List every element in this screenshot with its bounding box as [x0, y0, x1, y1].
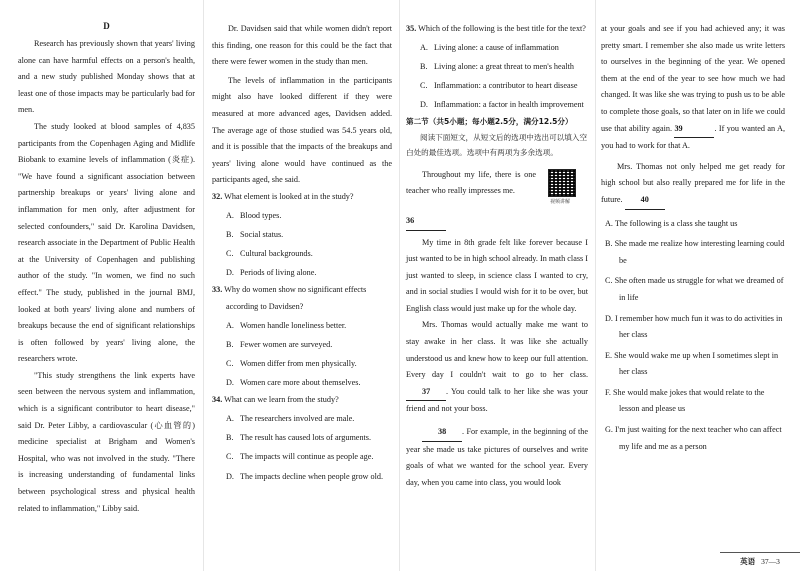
question-stem: 34. What can we learn from the study? — [212, 395, 339, 405]
option[interactable]: A. The researchers involved are male. — [226, 413, 355, 423]
paragraph: 38 . For example, in the beginning of the year she made us take pictures of ourselves and write goals of what we wanted for the school year. Every day, when you came into class, you would look — [406, 424, 588, 491]
column-divider — [595, 0, 596, 571]
section-header — [406, 114, 588, 161]
options-list — [601, 216, 785, 456]
paragraph: Research has previously shown that years' living alone can have harmful effects on a person's health, and a new study published Monday shows that at least one of those impacts may be particularly bad for men. — [18, 39, 195, 115]
option[interactable]: A. Blood types. — [226, 210, 282, 220]
option[interactable]: B. Fewer women are surveyed. — [226, 339, 333, 349]
paragraph: Mrs. Thomas would actually make me want to stay awake in her class. It was like she actually understood us and knew how to keep our full attention. Every day I couldn't wait to go to her class. 37 . You could talk to her like she was your friend and not your boss. — [406, 320, 588, 414]
paragraph: My time in 8th grade felt like forever because I just wanted to be in high school already. In math class I just wanted to sleep, in science class I wanted to cry, and in social studies I would wish for it to be over, but English class would just make up for the whole day. — [406, 237, 588, 313]
paragraph: at your goals and see if you had achieved any; it was pretty smart. I remember she also made us write letters to ourselves in the beginning of the year. We opened them at the end of the year to see how much we had changed. It was like she was trying to push us to be able to complete those goals, so that later on in life we could use that ability again. 39 . If you wanted an A, you had to work for that A. — [601, 24, 786, 151]
option[interactable]: A. Women handle loneliness better. — [226, 320, 347, 330]
page-footer — [720, 552, 800, 569]
option[interactable]: F. She would make jokes that would relate to the lesson and please us — [605, 387, 765, 414]
option[interactable]: C. The impacts will continue as people age. — [226, 452, 374, 462]
option[interactable]: D. Inflammation: a factor in health improvement — [420, 100, 584, 110]
paragraph: Throughout my life, there is one teacher who really impresses me. — [406, 169, 536, 195]
column-4 — [601, 21, 785, 459]
blank-39[interactable]: 39 — [674, 121, 714, 139]
paragraph: "This study strengthens the link experts have seen between the nervous system and inflammation, which is a significant contributor to heart disease," said Dr. Peter Libby, a cardiovascular (心血管的) medicine specialist at Brigham and Women's Hospital, who was not involved in the study. "There is increasing understanding of fundamental links between psychological stress and physical health related to inflammation," Libby said. — [18, 370, 195, 513]
paragraph: Mrs. Thomas not only helped me get ready for high school but also really prepared me for life in the future. 40 — [601, 159, 785, 210]
question-35 — [406, 21, 588, 114]
passage-heading: D — [103, 21, 110, 31]
section-note: （共5小题；每小题2.5分，满分12.5分） — [428, 117, 573, 127]
paragraph: Dr. Davidsen said that while women didn't report this finding, one reason for this could be the fact that there were fewer women in the study than men. — [212, 24, 392, 67]
qr-label: 视频讲解 — [550, 198, 571, 205]
option[interactable]: D. Women care more about themselves. — [226, 378, 361, 388]
column-1 — [18, 18, 195, 517]
section-instructions: 阅读下面短文，从短文后的选项中选出可以填入空白处的最佳选项。选项中有两项为多余选项。 — [406, 132, 588, 158]
option[interactable]: G. I'm just waiting for the next teacher who can affect my life and me as a person — [605, 425, 782, 451]
option[interactable]: C. Cultural backgrounds. — [226, 248, 313, 258]
question-stem: 33. Why do women show no significant effects according to Davidsen? — [212, 285, 367, 311]
intro-block — [406, 167, 588, 203]
paragraph: The levels of inflammation in the participants might also have looked different if they were measured at more advanced ages, Davidsen added. The average age of those studied was 54.5 years old, and it is possible that the impacts of the breakups and years' living alone would have continued as the participants aged, she said. — [212, 75, 392, 185]
question-32 — [212, 189, 392, 282]
subject-label: 英语 — [740, 556, 756, 566]
option[interactable]: B. The result has caused lots of arguments. — [226, 433, 372, 443]
blank-36[interactable]: 36 — [406, 213, 588, 231]
option[interactable]: C. Women differ from men physically. — [226, 358, 357, 368]
qr-code-icon[interactable] — [548, 169, 576, 197]
column-divider — [203, 0, 204, 571]
column-divider — [399, 0, 400, 571]
option[interactable]: C. She often made us struggle for what we dreamed of in life — [605, 276, 784, 302]
option[interactable]: E. She would wake me up when I sometimes slept in her class — [605, 350, 779, 377]
paragraph: The study looked at blood samples of 4,835 participants from the Copenhagen Aging and Midlife Biobank to examine levels of inflammation (炎症). "We have found a significant association between partnership breakups or years' living alone and inflammation for men only, after adjustment for selected confounders," said Dr. Karolina Davidsen, research associate in the Department of Public Health at the University of Copenhagen and publishing author of the study. "In women, we find no such effect." The study, published in the journal BMJ, looked at both years' living alone and numbers of breakups because the end of significant relationships is often followed by years' living alone, the researchers wrote. — [18, 121, 195, 364]
option[interactable]: A. The following is a class she taught us — [605, 218, 738, 228]
question-34 — [212, 392, 392, 485]
column-3 — [406, 21, 588, 491]
question-stem: 32. What element is looked at in the study? — [212, 191, 354, 201]
option[interactable]: D. The impacts decline when people grow old. — [226, 471, 384, 481]
option[interactable]: B. Living alone: a great threat to men's health — [420, 61, 574, 71]
blank-40[interactable]: 40 — [625, 192, 665, 210]
section-label: 第二节 — [406, 117, 429, 127]
option[interactable]: B. Social status. — [226, 229, 284, 239]
question-33 — [212, 282, 392, 392]
option[interactable]: A. Living alone: a cause of inflammation — [420, 42, 559, 52]
column-2 — [212, 21, 392, 486]
question-stem: 35. Which of the following is the best title for the text? — [406, 24, 586, 33]
blank-38[interactable]: 38 — [422, 424, 462, 442]
option[interactable]: B. She made me realize how interesting learning could be — [605, 239, 785, 265]
option[interactable]: D. Periods of living alone. — [226, 268, 317, 278]
option[interactable]: C. Inflammation: a contributor to heart disease — [420, 81, 578, 90]
blank-37[interactable]: 37 — [406, 384, 446, 402]
page-number: 37—3 — [761, 556, 780, 566]
option[interactable]: D. I remember how much fun it was to do activities in her class — [605, 313, 783, 340]
